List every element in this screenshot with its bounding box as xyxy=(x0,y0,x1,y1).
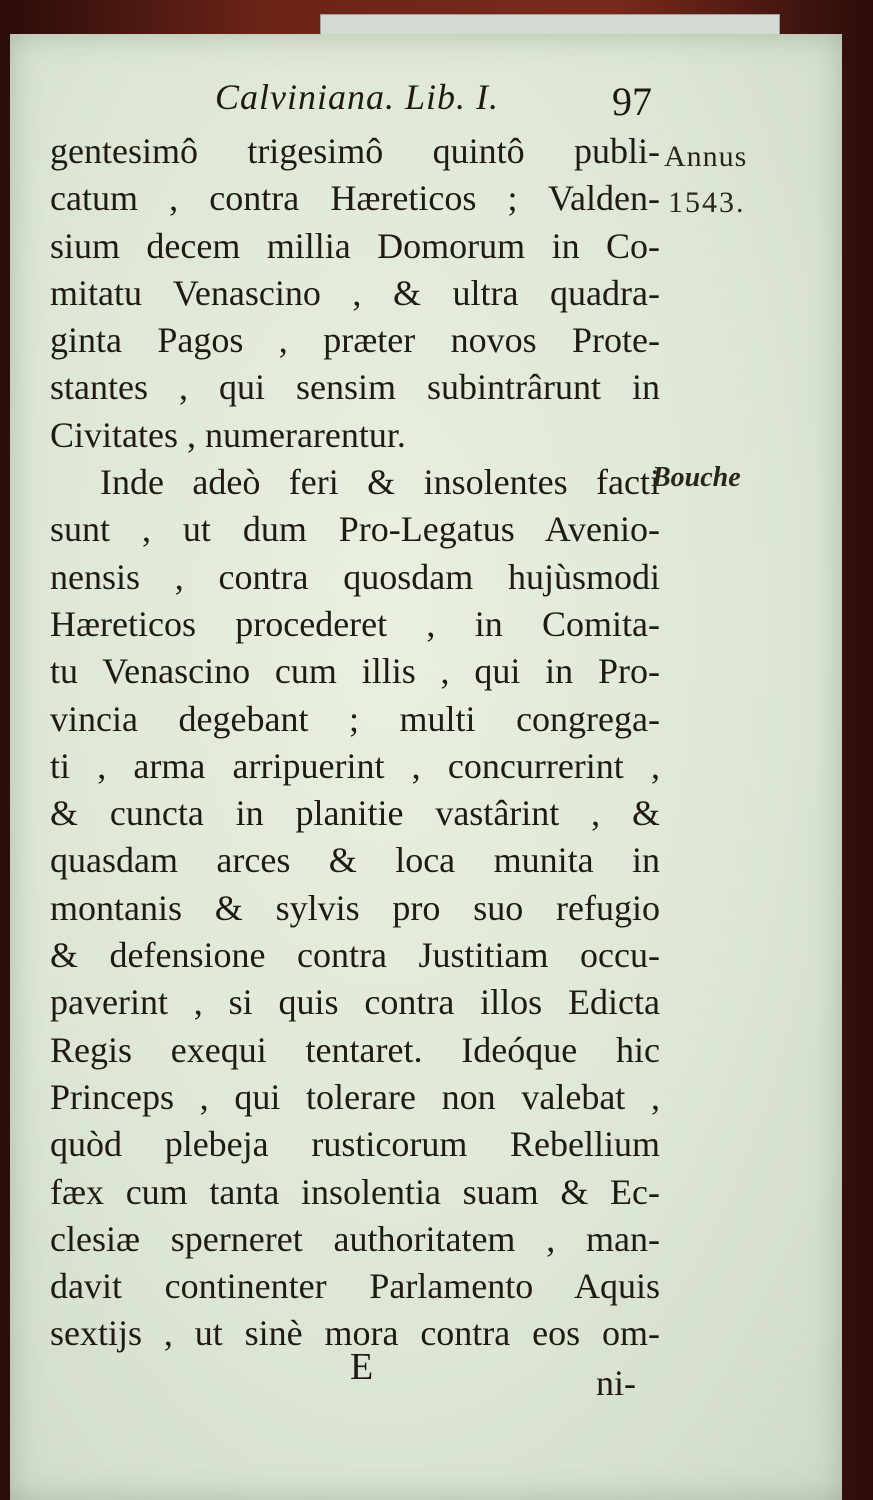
text-line: mitatu Venascino , & ultra quadra- xyxy=(50,272,660,313)
text-line: sextijs , ut sinè mora contra eos om- xyxy=(50,1313,660,1354)
margin-note-annus: Annus xyxy=(664,140,748,173)
margin-note-author: Bouche xyxy=(652,462,741,493)
margin-note-year: 1543. xyxy=(668,186,746,219)
text-line: & defensione contra Justitiam occu- xyxy=(50,935,660,976)
text-line: Princeps , qui tolerare non valebat , xyxy=(50,1076,660,1117)
text-line: & cuncta in planitie vastârint , & xyxy=(50,793,660,834)
text-line: gentesimô trigesimô quintô publi- xyxy=(50,131,660,171)
text-line: sium decem millia Domorum in Co- xyxy=(50,225,660,266)
text-line: catum , contra Hæreticos ; Valden- xyxy=(50,178,660,219)
text-line: nensis , contra quosdam hujùsmodi xyxy=(50,556,660,597)
page-number: 97 xyxy=(612,79,652,124)
text-line: clesiæ sperneret authoritatem , man- xyxy=(50,1218,660,1259)
text-line: vincia degebant ; multi congrega- xyxy=(50,698,660,739)
text-line: stantes , qui sensim subintrârunt in xyxy=(50,367,660,408)
text-line: sunt , ut dum Pro-Legatus Avenio- xyxy=(50,509,660,550)
text-line: quasdam arces & loca munita in xyxy=(50,840,660,881)
text-line: davit continenter Parlamento Aquis xyxy=(50,1266,660,1307)
signature-mark: E xyxy=(350,1346,374,1388)
text-line: quòd plebeja rusticorum Rebellium xyxy=(50,1124,660,1165)
text-line: paverint , si quis contra illos Edicta xyxy=(50,982,660,1023)
text-line: Civitates , numerarentur. xyxy=(50,414,406,455)
text-line: montanis & sylvis pro suo refugio xyxy=(50,887,660,928)
text-line: ti , arma arripuerint , concurrerint , xyxy=(50,745,660,786)
page-header xyxy=(0,76,873,126)
text-line: tu Venascino cum illis , qui in Pro- xyxy=(50,651,660,692)
text-line: fæx cum tanta insolentia suam & Ec- xyxy=(50,1171,660,1212)
text-line: ginta Pagos , præter novos Prote- xyxy=(50,320,660,361)
running-title: Calviniana. Lib. I. xyxy=(215,77,500,117)
text-line: Regis exequi tentaret. Ideóque hic xyxy=(50,1029,660,1070)
main-text-block xyxy=(50,128,660,1358)
catchword: ni- xyxy=(596,1363,636,1403)
paragraph-start-line: Inde adeò feri & insolentes facti xyxy=(100,462,660,503)
text-line: Hæreticos procederet , in Comita- xyxy=(50,603,660,644)
